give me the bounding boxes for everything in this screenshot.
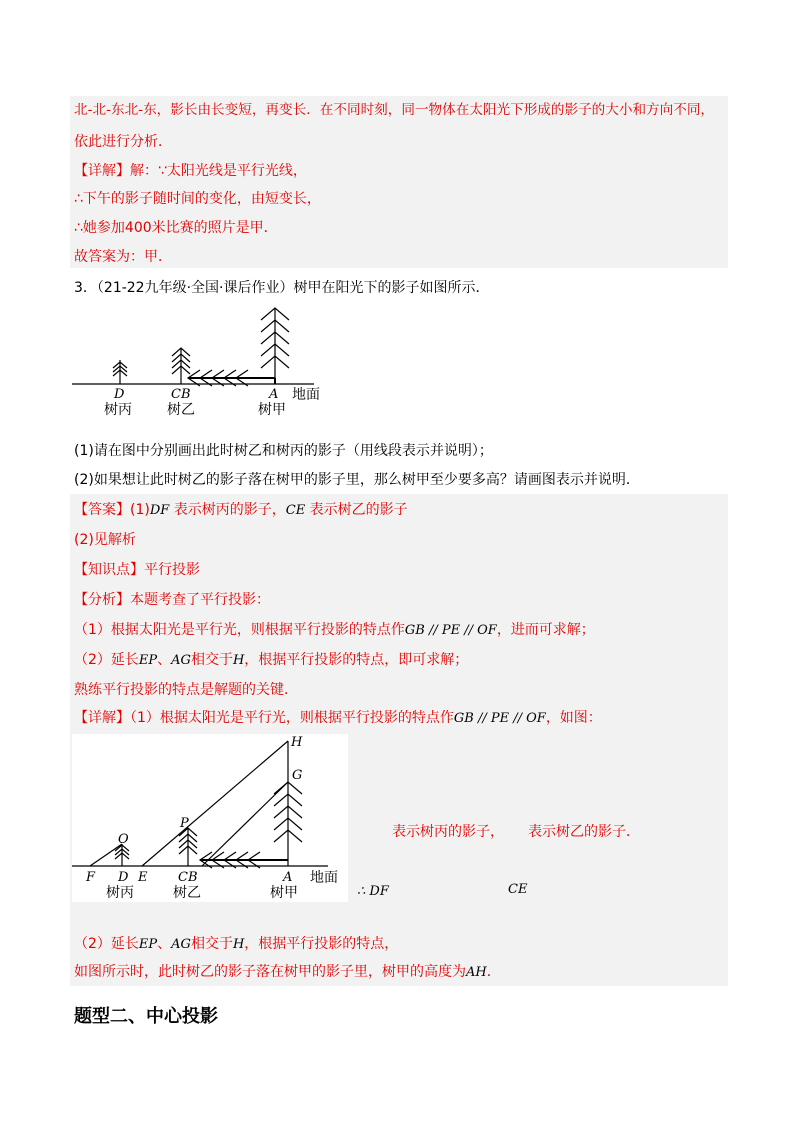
figure-1-trees-shadow — [70, 298, 340, 423]
prev-line-6: 故答案为：甲． — [74, 249, 172, 265]
knowledge-point: 【知识点】平行投影 — [74, 562, 200, 578]
math-H: H — [232, 653, 245, 668]
detail-2-line-1 — [74, 934, 398, 955]
analysis-line-3: 熟练平行投影的特点是解题的关键． — [74, 682, 298, 698]
fig2-tree-yi — [179, 828, 197, 866]
fig2-label-G: G — [292, 768, 303, 783]
fig1-label-D: D — [114, 387, 125, 402]
analysis-1-text-b: ，进而可求解； — [496, 622, 595, 638]
math-AG-2: AG — [171, 937, 191, 952]
fig2-label-ground: 地面 — [310, 870, 338, 886]
fig2-ray-FO — [90, 844, 122, 866]
answer-line-1 — [74, 500, 408, 521]
analysis-2-text-b: 相交于 — [190, 652, 233, 668]
analysis-2-text-a: （2）延长 — [74, 652, 139, 668]
detail-2-text-a: （2）延长 — [74, 936, 139, 952]
answer-text-1: 表示树丙的影子， — [173, 502, 286, 518]
fig1-label-tree-bing: 树丙 — [104, 402, 132, 418]
prev-solution-shade — [70, 96, 728, 268]
question-3-part-2: (2)如果想让此时树乙的影子落在树甲的影子里，那么树甲至少要多高？请画图表示并说明． — [74, 472, 640, 488]
fig1-label-tree-yi: 树乙 — [167, 402, 195, 418]
analysis-1-text-a: （1）根据太阳光是平行光，则根据平行投影的特点作 — [74, 622, 405, 638]
math-AG: AG — [171, 653, 191, 668]
detail-2-l2-text-b: ． — [486, 964, 501, 980]
analysis-line-1 — [74, 620, 595, 641]
fig1-label-tree-jia: 树甲 — [258, 402, 286, 418]
analysis-title: 【分析】本题考查了平行投影： — [74, 592, 270, 608]
math-parallel-1: GB // PE // OF — [404, 623, 497, 638]
fig1-label-C: C — [171, 387, 181, 402]
prev-line-3: 【详解】解：∵太阳光线是平行光线， — [74, 163, 307, 179]
math-CE: CE — [285, 503, 306, 518]
math-parallel-2: GB // PE // OF — [453, 711, 546, 726]
fig1-tree-bing — [113, 360, 127, 384]
math-EP-2: EP — [138, 937, 158, 952]
detail-2-sep: 、 — [157, 936, 172, 952]
math-H-2: H — [232, 937, 245, 952]
detail-1-text-a: 【详解】（1）根据太阳光是平行光，则根据平行投影的特点作 — [74, 710, 454, 726]
answer-tag: 【答案】(1) — [74, 502, 150, 518]
analysis-2-sep: 、 — [157, 652, 172, 668]
detail-2-line-2 — [74, 962, 501, 983]
analysis-line-2 — [74, 650, 468, 671]
caption-math-DF: ∴ DF — [357, 884, 389, 899]
caption-math-CE: CE — [508, 882, 528, 897]
caption-shadow-bing: 表示树丙的影子， — [392, 824, 504, 840]
detail-2-text-c: ，根据平行投影的特点， — [244, 936, 399, 952]
analysis-2-text-c: ，根据平行投影的特点，即可求解； — [244, 652, 469, 668]
section-heading: 题型二、中心投影 — [74, 1006, 218, 1027]
fig2-label-H: H — [291, 735, 303, 750]
answer-line-2: (2)见解析 — [74, 532, 136, 548]
math-EP: EP — [138, 653, 158, 668]
prev-line-4: ∴下午的影子随时间的变化，由短变长， — [74, 191, 321, 207]
fig2-label-D: D — [118, 870, 129, 885]
figure-2-solution-diagram — [72, 734, 348, 902]
fig1-label-B: B — [181, 387, 191, 402]
question-3-part-1: (1)请在图中分别画出此时树乙和树丙的影子（用线段表示并说明）； — [74, 443, 493, 459]
fig1-tree-yi — [172, 348, 190, 384]
fig2-label-A: A — [283, 870, 293, 885]
fig2-label-E: E — [138, 870, 148, 885]
fig2-label-B: B — [188, 870, 198, 885]
detail-2-text-b: 相交于 — [190, 936, 233, 952]
fig1-tree-jia — [261, 308, 289, 384]
fig2-label-tree-yi: 树乙 — [173, 885, 201, 901]
prev-line-1: 北-北-东北-东，影长由长变短，再变长．在不同时刻，同一物体在太阳光下形成的影子的大小和方向不同， — [74, 102, 715, 118]
caption-shadow-yi: 表示树乙的影子． — [528, 824, 640, 840]
detail-1-text-b: ，如图： — [545, 710, 602, 726]
detail-2-l2-text-a: 如图所示时，此时树乙的影子落在树甲的影子里，树甲的高度为 — [74, 964, 466, 980]
prev-line-5: ∴她参加400米比赛的照片是甲． — [74, 220, 278, 236]
prev-line-2: 依此进行分析． — [74, 134, 172, 150]
fig2-label-tree-bing: 树丙 — [106, 885, 134, 901]
detail-line-1 — [74, 708, 602, 729]
fig2-label-tree-jia: 树甲 — [270, 885, 298, 901]
answer-text-2: 表示树乙的影子 — [309, 502, 408, 518]
math-DF: DF — [149, 503, 170, 518]
fig2-label-P: P — [180, 816, 189, 831]
fig1-label-ground: 地面 — [292, 387, 320, 403]
fig2-label-O: O — [118, 832, 129, 847]
question-3-stem: 3．（21-22九年级·全国·课后作业）树甲在阳光下的影子如图所示． — [74, 280, 490, 296]
fig2-label-C: C — [178, 870, 188, 885]
fig2-label-F: F — [86, 870, 96, 885]
math-AH: AH — [466, 965, 487, 980]
fig1-label-A: A — [269, 387, 279, 402]
